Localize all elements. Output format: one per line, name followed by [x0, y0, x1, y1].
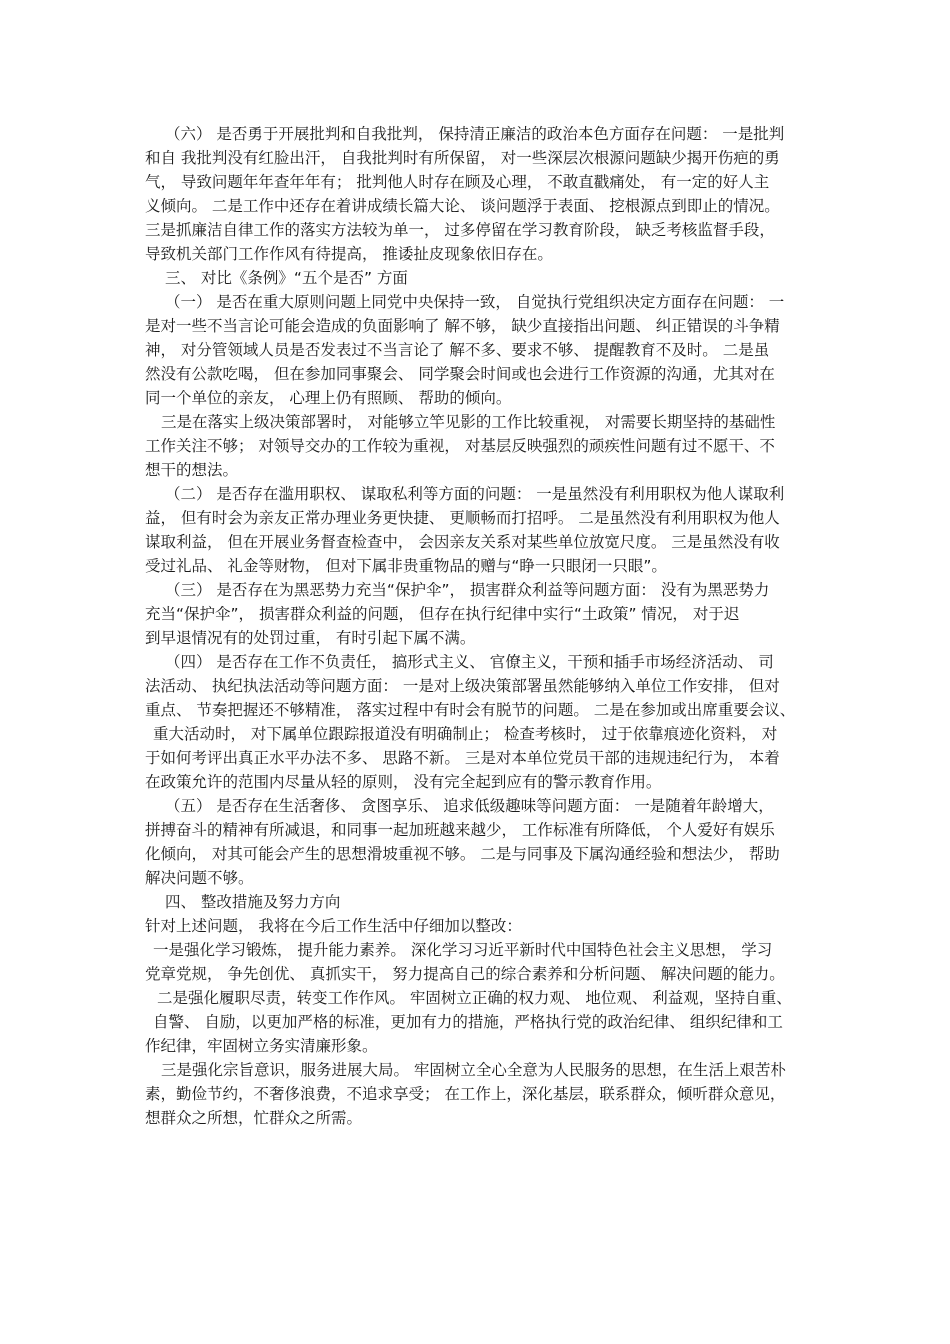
text-line: 素，勤俭节约，不奢侈浪费，不追求享受； 在工作上，深化基层，联系群众，倾听群众意见， — [145, 1085, 786, 1103]
text-line: 一是强化学习锻炼， 提升能力素养。 深化学习习近平新时代中国特色社会主义思想， 学习 — [153, 941, 773, 959]
text-line: 是对一些不当言论可能会造成的负面影响了 解不够， 缺少直接指出问题、 纠正错误的斗争精 — [145, 317, 780, 335]
text-line: 工作关注不够； 对领导交办的工作较为重视， 对基层反映强烈的顽疾性问题有过不愿干、不 — [145, 437, 775, 455]
text-line: 神， 对分管领域人员是否发表过不当言论了 解不多、要求不够、 提醒教育不及时。 二是虽 — [145, 341, 770, 359]
text-line: 法活动、 执纪执法活动等问题方面： 一是对上级决策部署虽然能够纳入单位工作安排， 但对 — [145, 677, 780, 695]
text-line: 想群众之所想，忙群众之所需。 — [145, 1109, 363, 1127]
text-line: 和自 我批判没有红脸出汗， 自我批判时有所保留， 对一些深层次根源问题缺少揭开伤疤的勇 — [145, 149, 780, 167]
text-line: 三是在落实上级决策部署时， 对能够立竿见影的工作比较重视， 对需要长期坚持的基础性 — [161, 413, 776, 431]
text-line: 义倾向。 二是工作中还存在着讲成绩长篇大论、 谈问题浮于表面、 挖根源点到即止的情况。 — [145, 197, 780, 215]
text-line: 然没有公款吃喝， 但在参加同事聚会、 同学聚会时间或也会进行工作资源的沟通，尤其对在 — [145, 365, 775, 383]
text-line: 作纪律，牢固树立务实清廉形象。 — [145, 1037, 378, 1055]
text-line: 到早退情况有的处罚过重， 有时引起下属不满。 — [145, 629, 476, 647]
section-heading: 四、 整改措施及努力方向 — [165, 893, 341, 911]
text-line: 气， 导致问题年年查年年有； 批判他人时存在顾及心理， 不敢直戳痛处， 有一定的好人主 — [145, 173, 770, 191]
text-line: 在政策允许的范围内尽量从轻的原则， 没有完全起到应有的警示教育作用。 — [145, 773, 662, 791]
text-line: 益， 但有时会为亲友正常办理业务更快捷、 更顺畅而打招呼。 二是虽然没有利用职权为他人 — [145, 509, 780, 527]
text-line: （五） 是否存在生活奢侈、 贪图享乐、 追求低级趣味等问题方面： 一是随着年龄增大， — [165, 797, 774, 815]
text-line: 导致机关部门工作作风有待提高， 推诿扯皮现象依旧存在。 — [145, 245, 553, 263]
text-line: （二） 是否存在滥用职权、 谋取私利等方面的问题： 一是虽然没有利用职权为他人谋取利 — [165, 485, 785, 503]
text-line: （四） 是否存在工作不负责任， 搞形式主义、 官僚主义，干预和插手市场经济活动、 司 — [165, 653, 774, 671]
text-line: （三） 是否存在为黑恶势力充当“保护伞”， 损害群众利益等问题方面： 没有为黑恶势力 — [165, 581, 770, 599]
text-line: 化倾向， 对其可能会产生的思想滑坡重视不够。 二是与同事及下属沟通经验和想法少， 帮助 — [145, 845, 780, 863]
text-line: 三是强化宗旨意识，服务进展大局。 牢固树立全心全意为人民服务的思想，在生活上艰苦朴 — [161, 1061, 786, 1079]
text-line: 自警、 自励，以更加严格的标准，更加有力的措施，严格执行党的政治纪律、 组织纪律和工 — [153, 1013, 783, 1031]
text-line: 于如何考评出真正水平办法不多、 思路不新。 三是对本单位党员干部的违规违纪行为， 本着 — [145, 749, 780, 767]
text-line: 充当“保护伞”， 损害群众利益的问题， 但存在执行纪律中实行“土政策” 情况， 对于迟 — [145, 605, 740, 623]
text-line: 谋取利益， 但在开展业务督查检查中， 会因亲友关系对某些单位放宽尺度。 三是虽然没有收 — [145, 533, 780, 551]
text-line: 二是强化履职尽责，转变工作作风。 牢固树立正确的权力观、 地位观、 利益观，坚持自重、 — [157, 989, 792, 1007]
text-line: 拼搏奋斗的精神有所减退，和同事一起加班越来越少， 工作标准有所降低， 个人爱好有娱乐 — [145, 821, 775, 839]
text-line: 重点、 节奏把握还不够精准， 落实过程中有时会有脱节的问题。 二是在参加或出席重要会议、 — [145, 701, 796, 719]
text-line: 同一个单位的亲友， 心理上仍有照顾、 帮助的倾向。 — [145, 389, 512, 407]
text-line: （六） 是否勇于开展批判和自我批判， 保持清正廉洁的政治本色方面存在问题： 一是批判 — [165, 125, 785, 143]
document-body — [145, 122, 813, 1130]
text-line: 党章党规， 争先创优、 真抓实干， 努力提高自己的综合素养和分析问题、 解决问题的能力。 — [145, 965, 785, 983]
text-line: 重大活动时， 对下属单位跟踪报道没有明确制止； 检查考核时， 过于依靠痕迹化资料， 对 — [153, 725, 778, 743]
text-line: 解决问题不够。 — [145, 869, 254, 887]
text-line: （一） 是否在重大原则问题上同党中央保持一致， 自觉执行党组织决定方面存在问题： 一 — [165, 293, 785, 311]
section-heading: 三、 对比《条例》“五个是否” 方面 — [165, 269, 408, 287]
text-line: 受过礼品、 礼金等财物， 但对下属非贵重物品的赠与“睁一只眼闭一只眼”。 — [145, 557, 667, 575]
text-line: 三是抓廉洁自律工作的落实方法较为单一， 过多停留在学习教育阶段， 缺乏考核监督手段， — [145, 221, 775, 239]
text-line: 想干的想法。 — [145, 461, 239, 479]
text-line: 针对上述问题， 我将在今后工作生活中仔细加以整改： — [145, 917, 522, 935]
